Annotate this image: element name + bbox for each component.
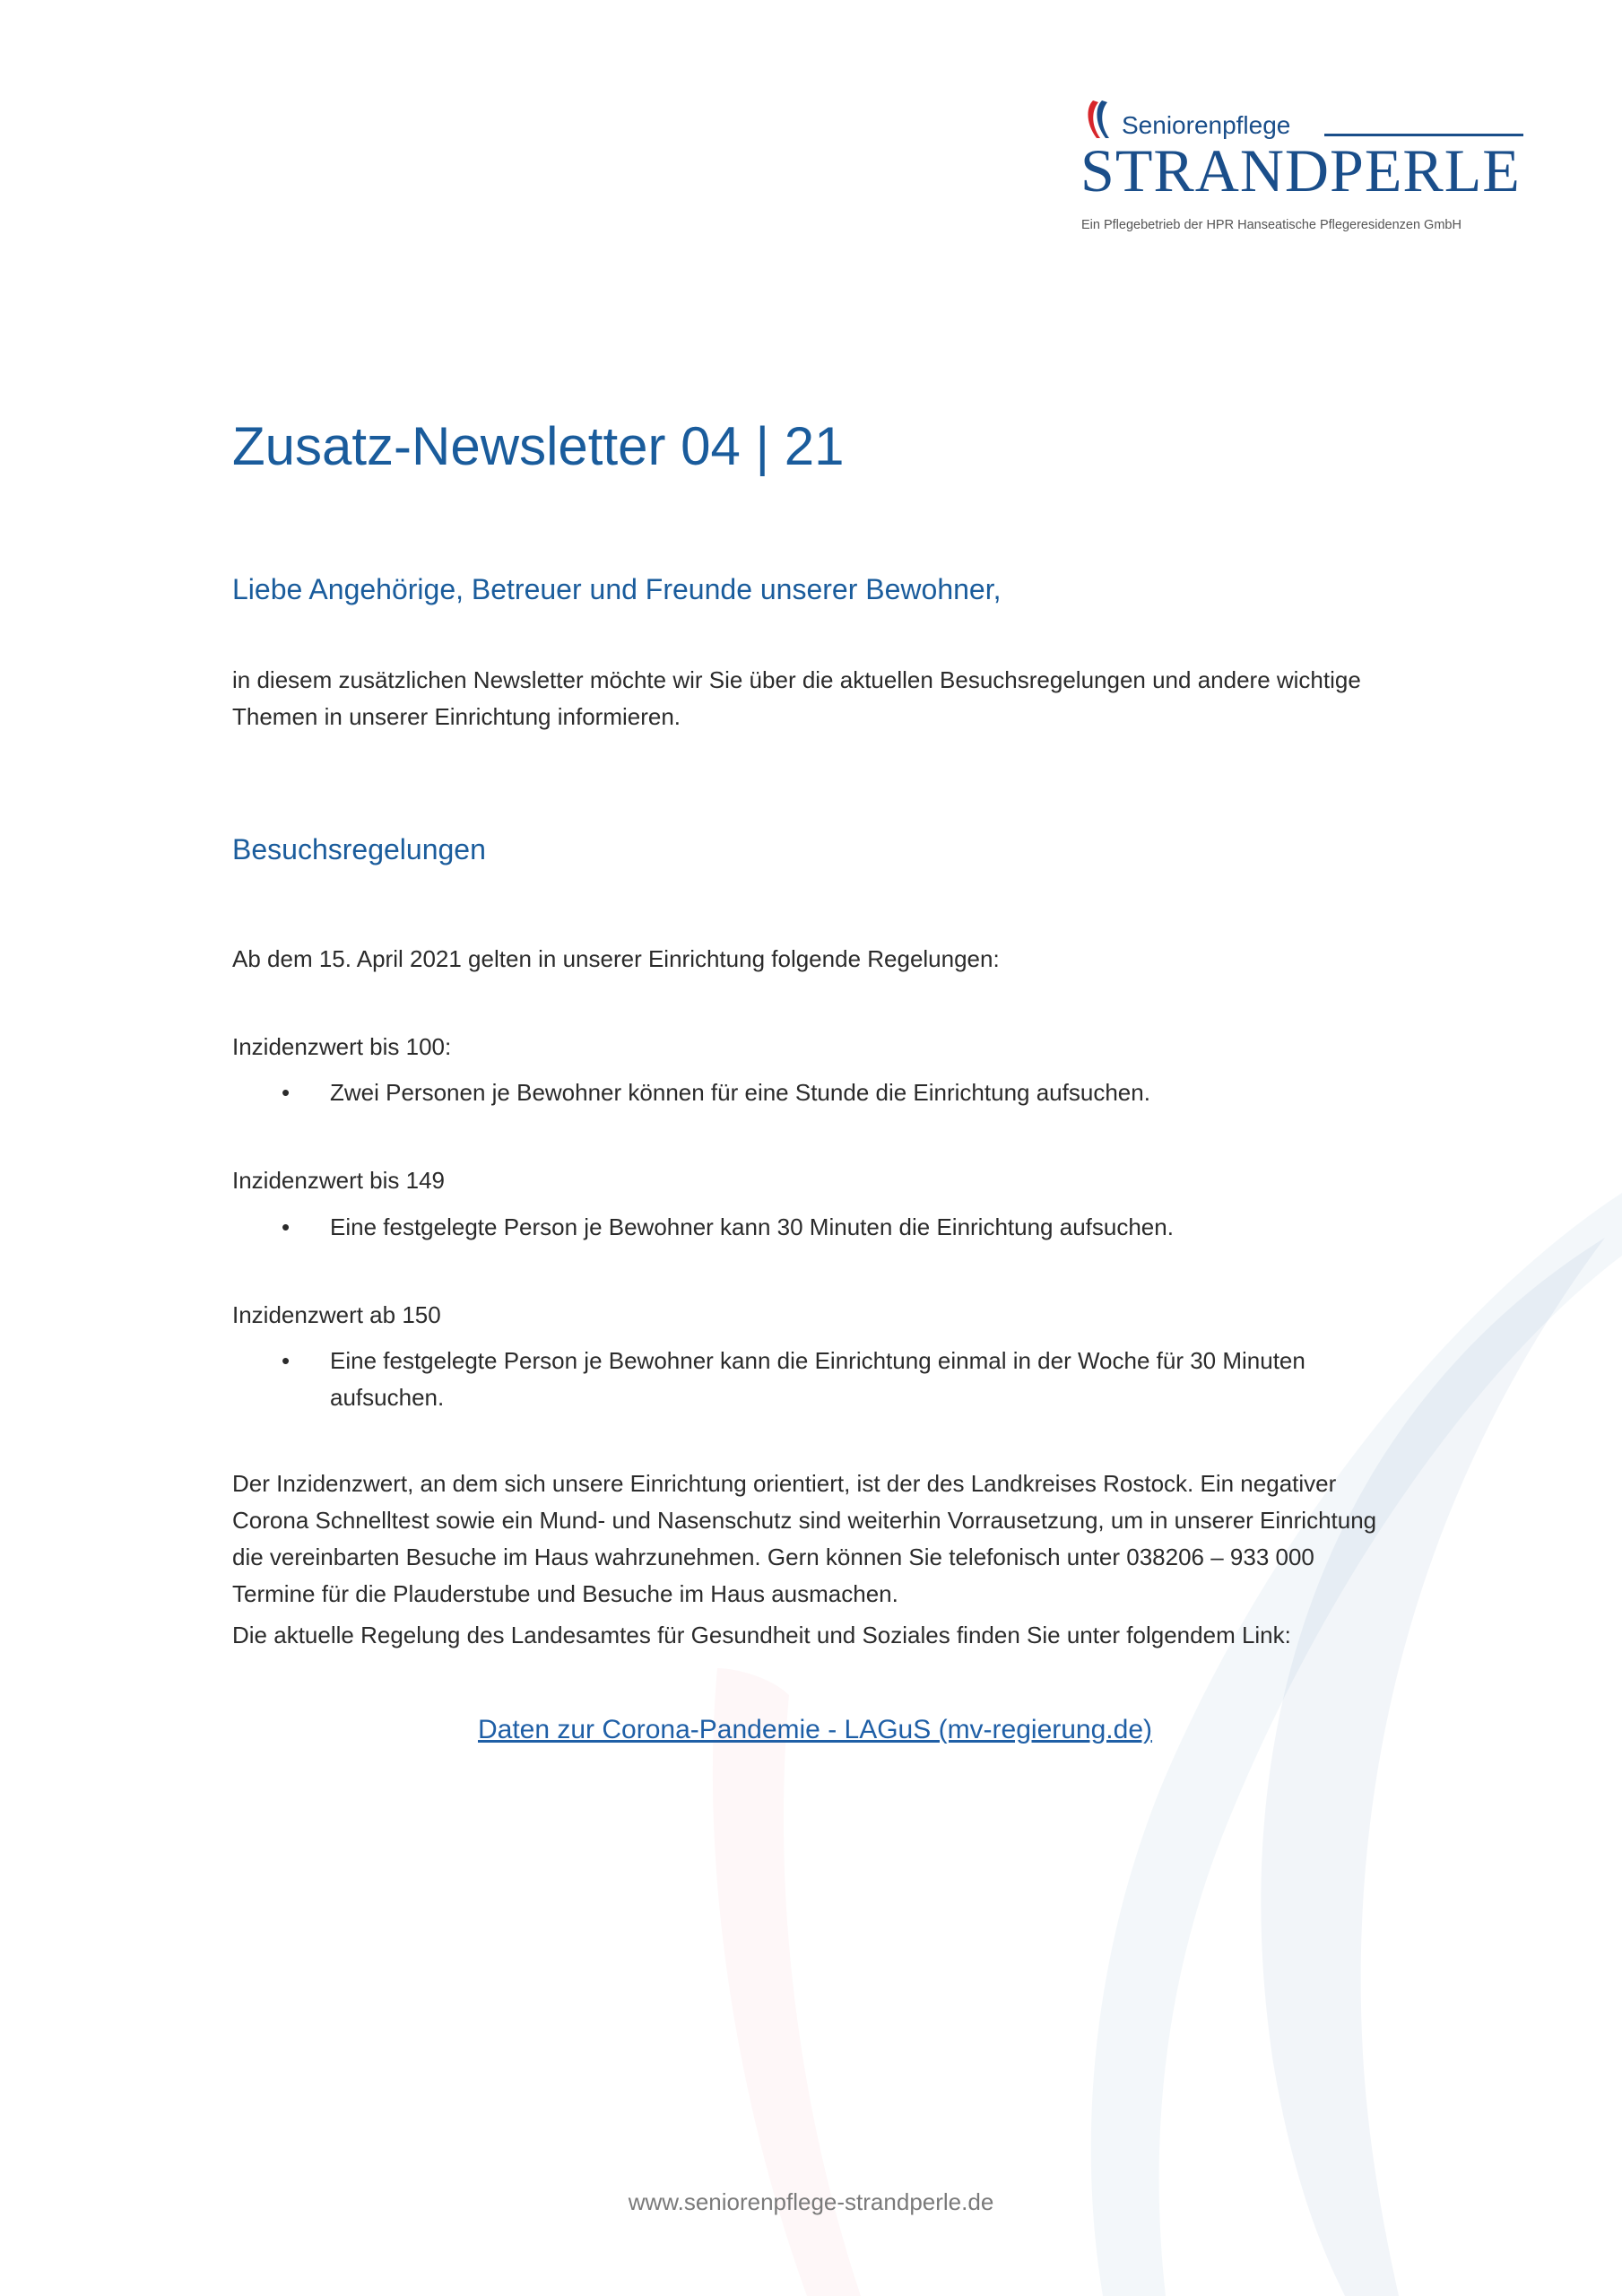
company-logo — [1080, 95, 1524, 243]
logo-swoosh-icon — [1080, 99, 1120, 142]
bullet-icon: • — [282, 1079, 291, 1106]
rule-bullet-text: Zwei Personen je Bewohner können für eine Stunde die Einrichtung aufsuchen. — [330, 1079, 1150, 1106]
lagus-link[interactable]: Daten zur Corona-Pandemie - LAGuS (mv-regierung.de) — [477, 1715, 1152, 1744]
section-heading-besuchsregelungen: Besuchsregelungen — [232, 833, 486, 865]
intro-paragraph: in diesem zusätzlichen Newsletter möchte wir Sie über die aktuellen Besuchsregelungen und andere wichtige Themen in unserer Einrichtung informieren. — [232, 666, 1361, 730]
rule-label-3: Inzidenzwert ab 150 — [232, 1301, 441, 1328]
logo-wordmark: STRANDPERLE — [1080, 136, 1521, 204]
bullet-icon: • — [282, 1213, 291, 1240]
rule-bullet-text: Eine festgelegte Person je Bewohner kann die Einrichtung einmal in der Woche für 30 Minuten aufsuchen. — [330, 1347, 1305, 1411]
info-paragraph: Der Inzidenzwert, an dem sich unsere Einrichtung orientiert, ist der des Landkreises Rostock. Ein negativer Corona Schnelltest sowie ein Mund- und Nasenschutz sind weiterhin Vorrausetzung, um in unserer Einrichtung die vereinbarten Besuche im Haus wahrzunehmen. Gern können Sie telefonisch unter 038206 – 933 000 Termine für die Plauderstube und Besuche im Haus ausmachen. — [232, 1470, 1377, 1607]
rule-bullet-text: Eine festgelegte Person je Bewohner kann 30 Minuten die Einrichtung aufsuchen. — [330, 1213, 1174, 1240]
newsletter-body — [232, 414, 1398, 1744]
page-title: Zusatz-Newsletter 04 | 21 — [232, 416, 845, 476]
footer-website: www.seniorenpflege-strandperle.de — [628, 2188, 994, 2215]
rule-label-1: Inzidenzwert bis 100: — [232, 1033, 452, 1060]
rule-label-2: Inzidenzwert bis 149 — [232, 1167, 446, 1194]
link-intro: Die aktuelle Regelung des Landesamtes für Gesundheit und Soziales finden Sie unter folgendem Link: — [232, 1622, 1291, 1648]
logo-tagline: Ein Pflegebetrieb der HPR Hanseatische Pflegeresidenzen GmbH — [1081, 218, 1462, 232]
rules-lead: Ab dem 15. April 2021 gelten in unserer Einrichtung folgende Regelungen: — [232, 945, 1000, 972]
logo-subtitle: Seniorenpflege — [1122, 111, 1291, 139]
bullet-icon: • — [282, 1347, 291, 1374]
salutation: Liebe Angehörige, Betreuer und Freunde unserer Bewohner, — [232, 573, 1002, 605]
